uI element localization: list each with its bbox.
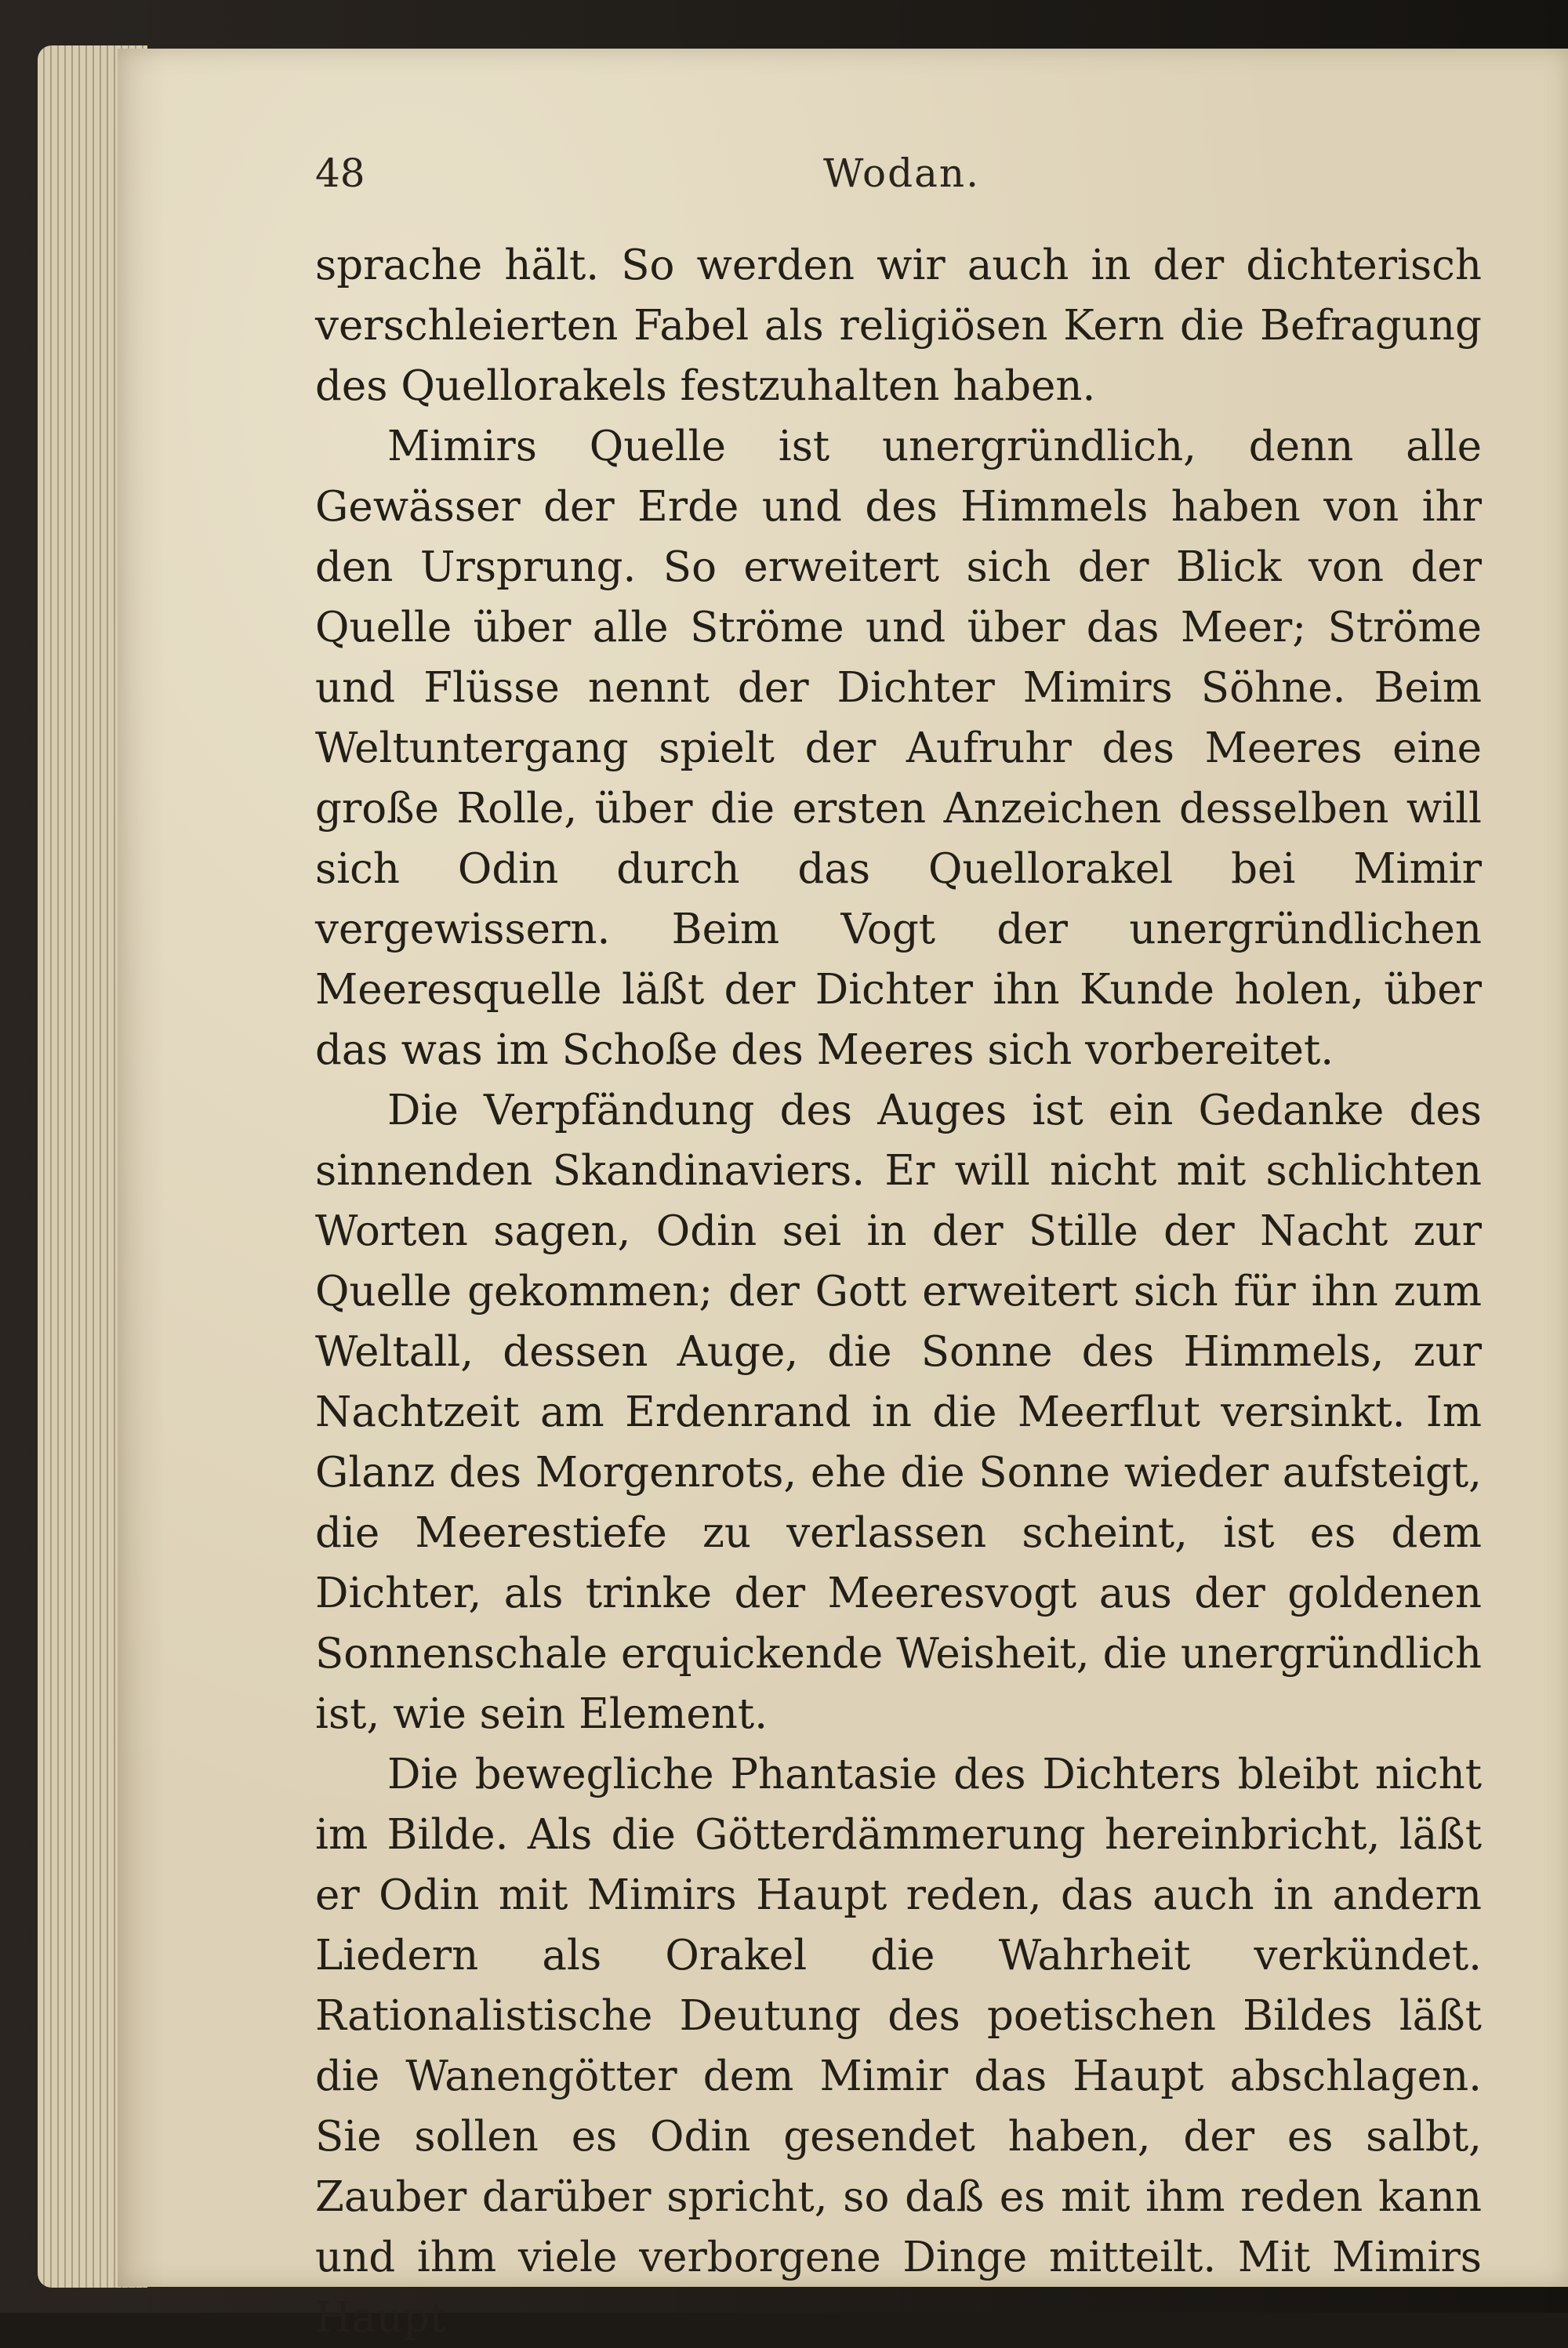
- paragraph: Die bewegliche Phantasie des Dichters bleibt nicht im Bilde. Als die Götterdämmerung hereinbricht, läßt er Odin mit Mimirs Haupt reden, das auch in andern Liedern als Orakel die Wahrheit verkündet. Rationalistische Deutung des poetischen Bildes läßt die Wanengötter dem Mimir das Haupt abschlagen. Sie sollen es Odin gesendet haben, der es salbt, Zauber darüber spricht, so daß es mit ihm reden kann und ihm viele verborgene Dinge mitteilt. Mit Mimirs Haupt: [315, 1751, 1482, 2342]
- paragraph-continuation: sprache hält. So werden wir auch in der dichterisch verschleierten Fabel als religiösen Kern die Befragung des Quellorakels festzuhalten haben.: [315, 241, 1482, 410]
- paragraph: Die Verpfändung des Auges ist ein Gedanke des sinnenden Skandinaviers. Er will nicht mit schlichten Worten sagen, Odin sei in der Stille der Nacht zur Quelle gekommen; der Gott erweitert sich für ihn zum Weltall, dessen Auge, die Sonne des Himmels, zur Nachtzeit am Erdenrand in die Meerflut versinkt. Im Glanz des Morgenrots, ehe die Sonne wieder aufsteigt, die Meerestiefe zu verlassen scheint, ist es dem Dichter, als trinke der Meeresvogt aus der goldenen Sonnenschale erquickende Weisheit, die unergründlich ist, wie sein Element.: [315, 1087, 1482, 1738]
- paragraph: Mimirs Quelle ist unergründlich, denn alle Gewässer der Erde und des Himmels haben von ihr den Ursprung. So erweitert sich der Blick von der Quelle über alle Ströme und über das Meer; Ströme und Flüsse nennt der Dichter Mimirs Söhne. Beim Weltuntergang spielt der Aufruhr des Meeres eine große Rolle, über die ersten Anzeichen desselben will sich Odin durch das Quellorakel bei Mimir vergewissern. Beim Vogt der unergründlichen Meeresquelle läßt der Dichter ihn Kunde holen, über das was im Schoße des Meeres sich vorbereitet.: [315, 423, 1482, 1074]
- running-title: Wodan.: [823, 151, 981, 196]
- page-number: 48: [315, 151, 365, 196]
- body-text: [315, 235, 1482, 2348]
